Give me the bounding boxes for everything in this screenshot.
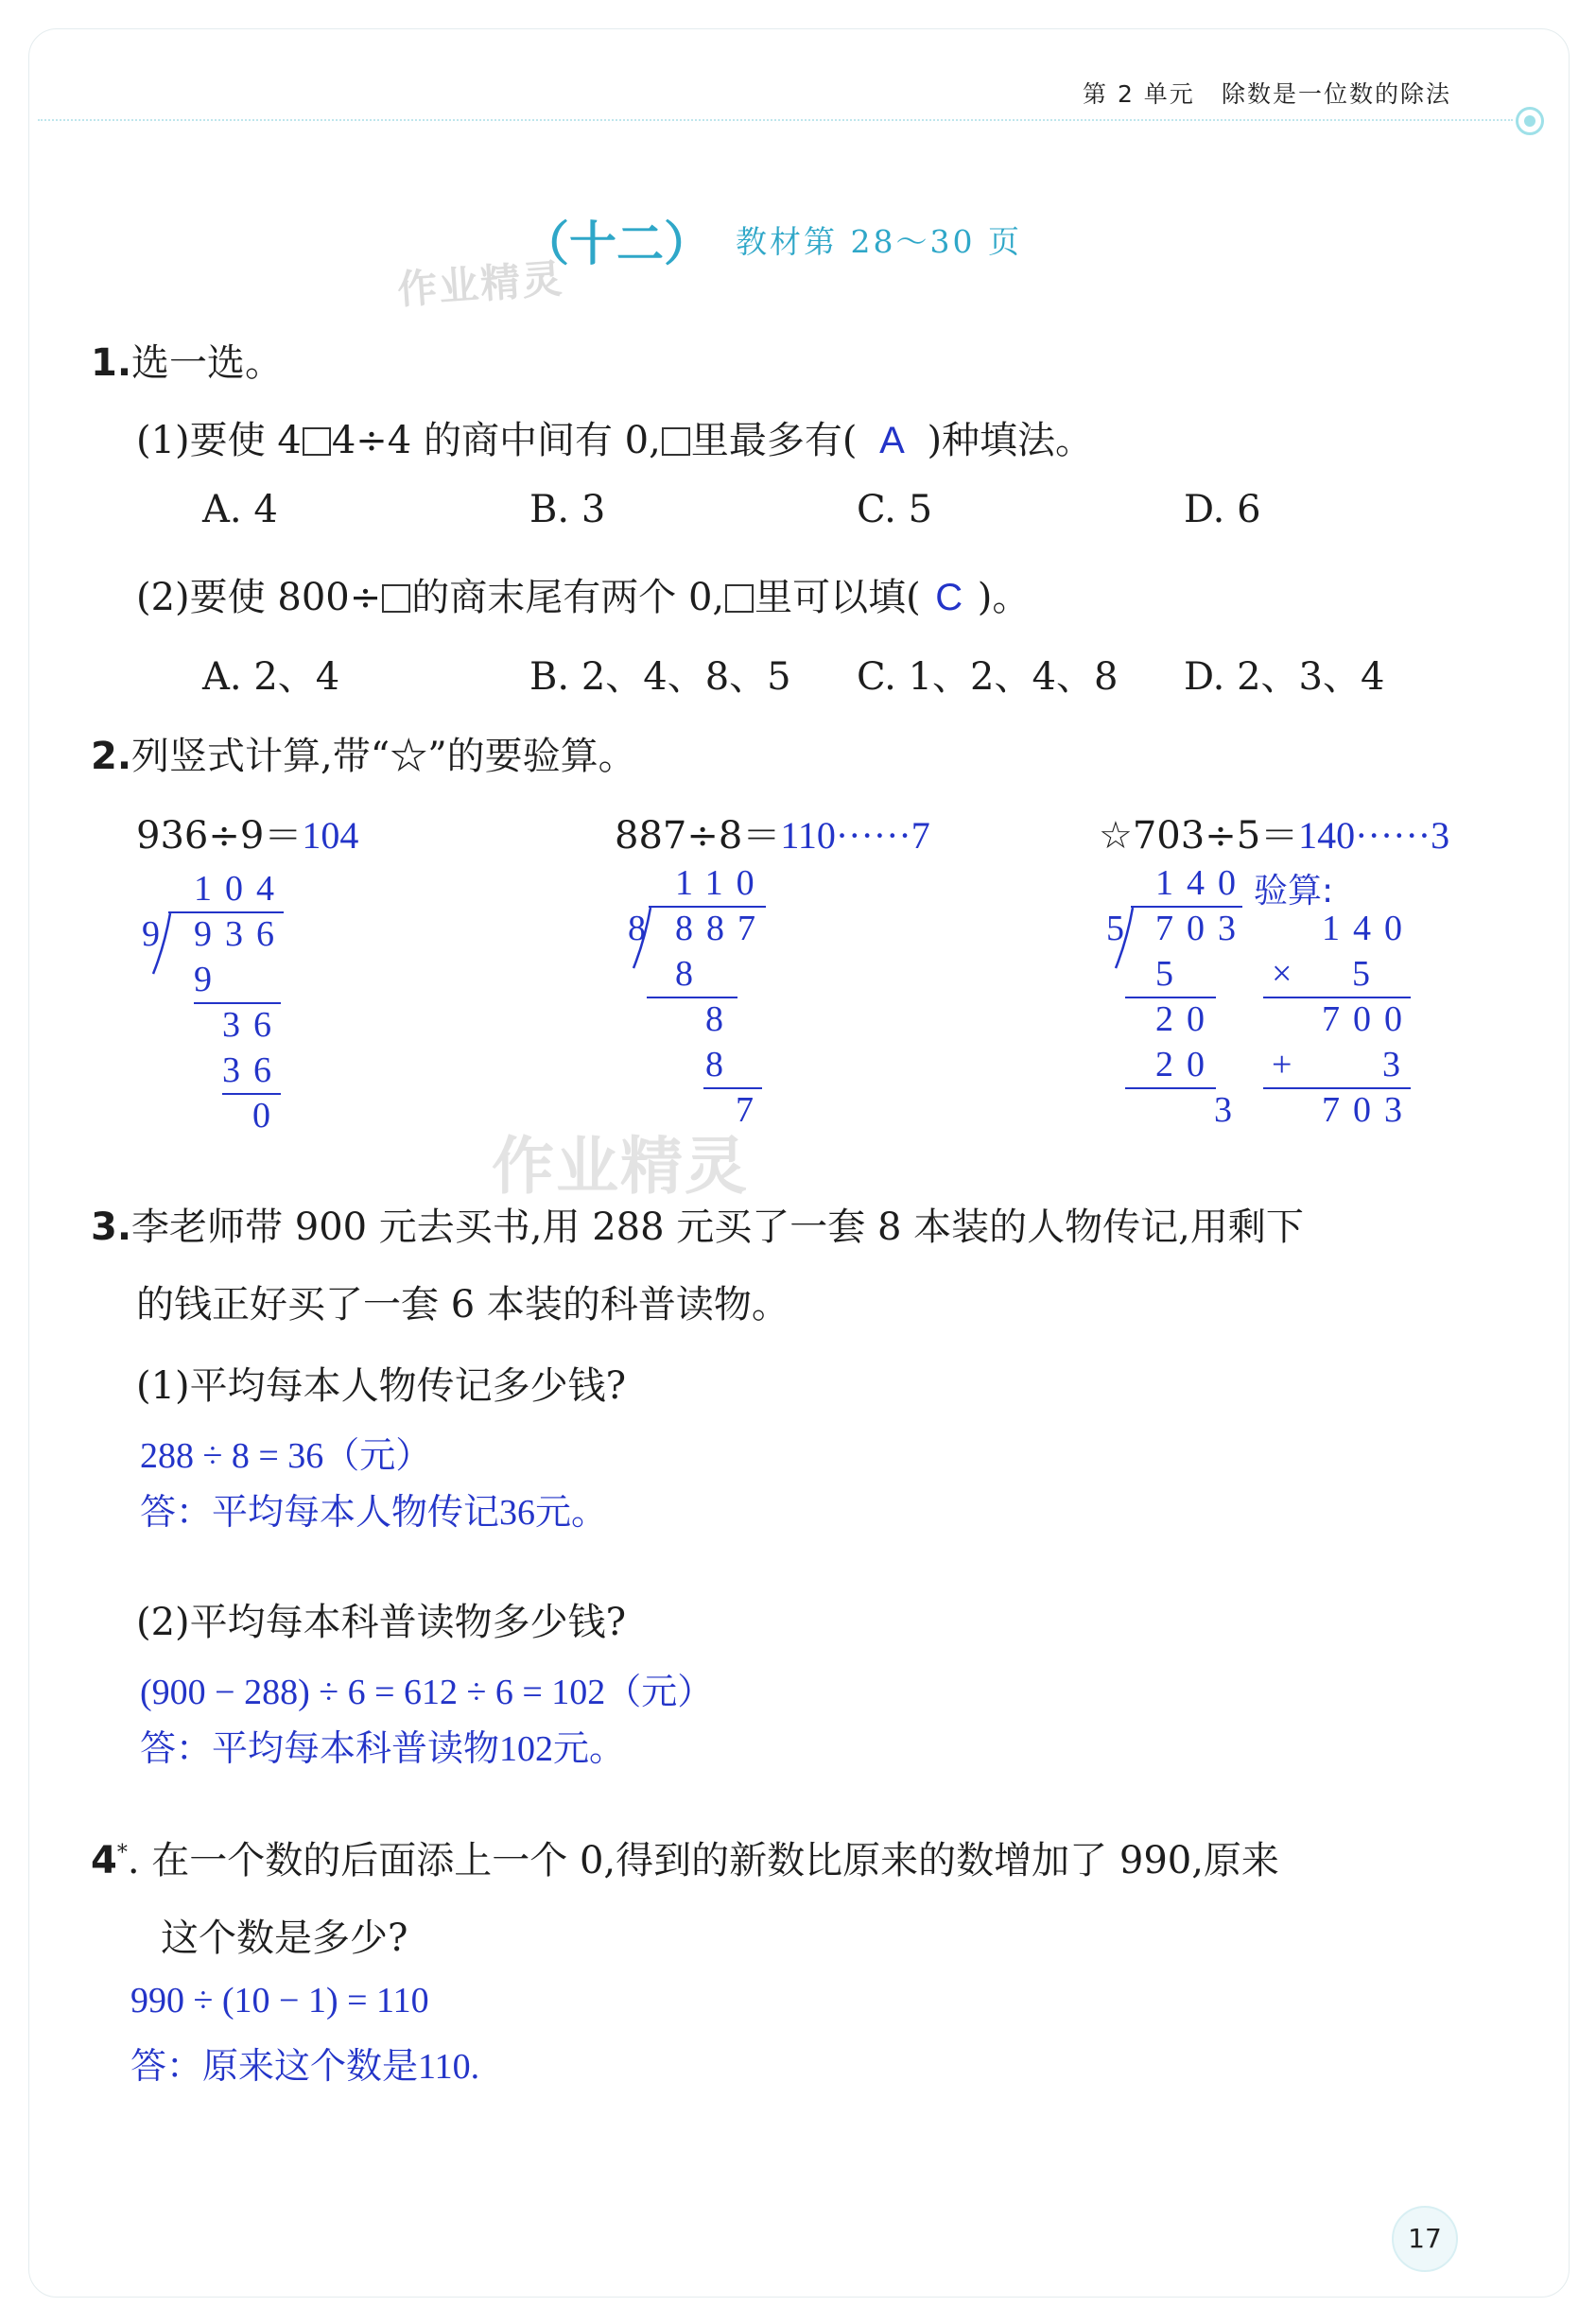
q1-p1-option-a: A. 4 xyxy=(202,488,278,531)
q1-p1-option-c: C. 5 xyxy=(857,488,933,531)
q1-p1-option-d: D. 6 xyxy=(1184,488,1261,531)
expr-3-text: ☆703÷5＝ xyxy=(1099,814,1299,858)
div1-quotient: 104 xyxy=(194,869,287,909)
div3-dividend: 703 xyxy=(1155,909,1249,948)
q1-p2-tail: 里可以填( xyxy=(755,576,921,619)
div2-step2: 8 xyxy=(705,999,737,1039)
div3-divisor: 5 xyxy=(1106,909,1137,948)
q4-star: * xyxy=(116,1841,128,1865)
q1-p2-option-d: D. 2、3、4 xyxy=(1184,655,1385,699)
expr-1-answer: 104 xyxy=(302,814,359,857)
q1-p2-answer: C xyxy=(935,577,963,618)
q1-p2-after: )。 xyxy=(977,576,1031,619)
q1-p1-tail: 里最多有( xyxy=(690,419,858,462)
q3-line2: 的钱正好买了一套 6 本装的科普读物。 xyxy=(136,1283,789,1327)
div3-quotient: 140 xyxy=(1155,863,1249,903)
q1-p1-answer: A xyxy=(879,420,905,461)
check-140: 140 xyxy=(1322,909,1415,948)
check-703: 703 xyxy=(1322,1090,1415,1130)
div2-quotient: 110 xyxy=(675,863,768,903)
q1-p2-option-b: B. 2、4、8、5 xyxy=(529,655,791,699)
check-3: 3 xyxy=(1382,1045,1414,1084)
q2-heading xyxy=(91,726,636,780)
q4-line2: 这个数是多少? xyxy=(161,1916,408,1960)
q3-text1: 李老师带 900 元去买书,用 288 元买了一套 8 本装的人物传记,用剩下 xyxy=(131,1205,1304,1249)
q2-expr-2 xyxy=(615,806,930,859)
q3-p1-answer: 答：平均每本人物传记36元。 xyxy=(140,1493,608,1533)
q1-number: 1. xyxy=(91,341,132,385)
blank-box-icon xyxy=(662,427,690,456)
div2-step3: 8 xyxy=(705,1045,737,1084)
check-700: 700 xyxy=(1322,999,1415,1039)
q4-text1: . 在一个数的后面添上一个 0,得到的新数比原来的数增加了 990,原来 xyxy=(127,1839,1279,1882)
q4-line1 xyxy=(91,1830,1279,1884)
check-5: 5 xyxy=(1352,954,1383,994)
q3-line1 xyxy=(91,1197,1304,1251)
q1-p2-mid: 的商末尾有两个 0, xyxy=(411,576,725,619)
check-times: × xyxy=(1272,954,1306,994)
q3-p2-answer: 答：平均每本科普读物102元。 xyxy=(140,1729,626,1769)
watermark-logo: 作业精灵 xyxy=(395,254,565,314)
expr-2-text: 887÷8＝ xyxy=(615,814,781,858)
q1-part1 xyxy=(136,410,1093,464)
div2-divisor: 8 xyxy=(628,909,659,948)
div3-line2 xyxy=(1125,1087,1216,1089)
q2-expr-3 xyxy=(1099,806,1449,859)
q1-p1-prefix: (1)要使 4 xyxy=(136,419,302,462)
q1-heading xyxy=(91,333,283,387)
div2-step1: 8 xyxy=(675,954,706,994)
q2-expr-1 xyxy=(136,806,358,859)
div2-remainder: 7 xyxy=(736,1090,767,1130)
div1-divisor: 9 xyxy=(142,914,173,954)
q4-formula: 990 ÷ (10 − 1) = 110 xyxy=(130,1981,429,2020)
q1-p1-after: )种填法。 xyxy=(927,419,1094,462)
q2-title: 列竖式计算,带“☆”的要验算。 xyxy=(131,735,636,778)
blank-box-icon xyxy=(303,427,331,456)
expr-2-answer: 110······7 xyxy=(780,814,930,857)
div2-dividend: 887 xyxy=(675,909,769,948)
q3-p2-formula: (900 − 288) ÷ 6 = 612 ÷ 6 = 102（元） xyxy=(140,1673,714,1712)
check-plus: + xyxy=(1272,1045,1306,1084)
watermark-logo-2: 作业精灵 xyxy=(492,1130,749,1203)
page-number: 17 xyxy=(1408,2223,1442,2254)
blank-box-icon xyxy=(725,584,754,613)
chapter-title: 除数是一位数的除法 xyxy=(1222,80,1452,108)
section-title: （十二） xyxy=(522,217,711,271)
div3-step3: 20 xyxy=(1155,1045,1218,1084)
div3-step2: 20 xyxy=(1155,999,1218,1039)
q1-p1-mid: 4÷4 的商中间有 0, xyxy=(331,419,661,462)
q2-number: 2. xyxy=(91,735,132,778)
q4-answer: 答：原来这个数是110. xyxy=(130,2047,480,2087)
div3-remainder: 3 xyxy=(1214,1090,1245,1130)
q4-number: 4 xyxy=(91,1839,117,1882)
q1-p2-option-c: C. 1、2、4、8 xyxy=(857,655,1119,699)
q3-number: 3. xyxy=(91,1205,132,1249)
q1-p2-option-a: A. 2、4 xyxy=(202,655,340,699)
q3-p2-question: (2)平均每本科普读物多少钱? xyxy=(136,1601,627,1644)
header-dot-icon xyxy=(1516,107,1544,135)
header-rule xyxy=(38,119,1513,121)
div1-dividend: 936 xyxy=(194,914,287,954)
page-number-badge xyxy=(1392,2206,1458,2272)
div1-step2: 36 xyxy=(222,1005,285,1045)
q1-part2 xyxy=(136,567,1030,621)
div1-remainder: 0 xyxy=(252,1096,284,1136)
expr-1-text: 936÷9＝ xyxy=(136,814,303,858)
q1-p1-option-b: B. 3 xyxy=(529,488,606,531)
div1-step3: 36 xyxy=(222,1050,285,1090)
q1-p2-prefix: (2)要使 800÷ xyxy=(136,576,382,619)
unit-label: 第 2 单元 xyxy=(1083,80,1195,108)
check-label: 验算: xyxy=(1254,872,1334,911)
expr-3-answer: 140······3 xyxy=(1298,814,1450,857)
q1-title: 选一选。 xyxy=(131,341,284,385)
div3-step1: 5 xyxy=(1155,954,1187,994)
q3-p1-formula: 288 ÷ 8 = 36（元） xyxy=(140,1436,432,1476)
div1-step1: 9 xyxy=(194,960,225,999)
textbook-reference: 教材第 28～30 页 xyxy=(736,223,1022,260)
blank-box-icon xyxy=(382,584,410,613)
q3-p1-question: (1)平均每本人物传记多少钱? xyxy=(136,1364,627,1408)
